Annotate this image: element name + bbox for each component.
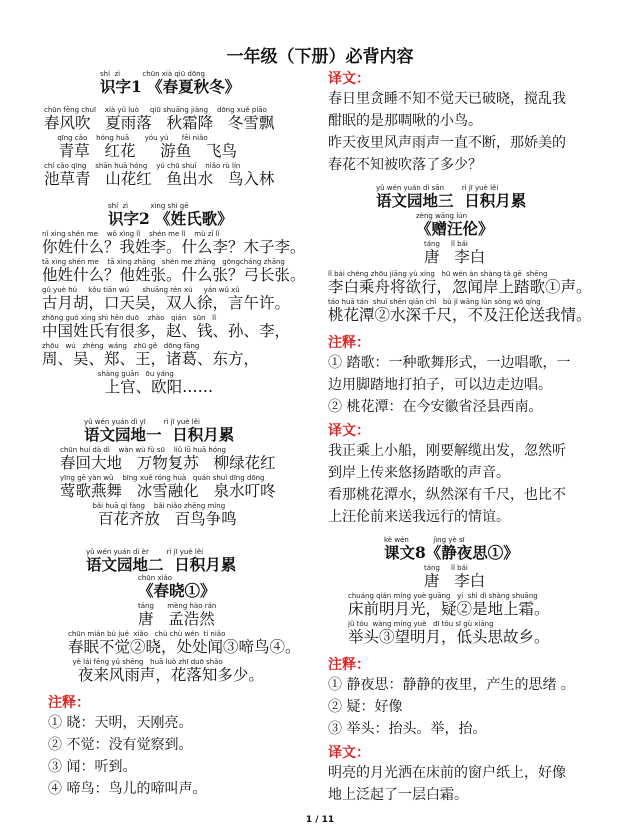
- translation-line: 明亮的月光洒在床前的窗户纸上，好像: [328, 765, 566, 781]
- translation-block: [328, 68, 566, 176]
- poem-line: [348, 620, 550, 646]
- section-title-block: [86, 548, 236, 574]
- line-text: 春眠不觉②晓，处处闻③啼鸟④。: [68, 638, 301, 656]
- note-item: ② 桃花潭：在今安徽省泾县西南。: [328, 399, 543, 415]
- translation-line: 昨天夜里风声雨声一直不断，那娇美的: [328, 135, 566, 151]
- notes-block: [48, 692, 206, 800]
- poem-line: [328, 298, 592, 324]
- poem-title: 《春晓①》: [138, 581, 216, 600]
- note-item: ① 踏歌：一种歌舞形式，一边唱歌，一: [328, 355, 571, 371]
- text-line: [60, 446, 276, 472]
- section-title: 识字1 《春夏秋冬》: [100, 77, 241, 96]
- text-line: [88, 502, 237, 528]
- line-pinyin: zhōng guó xìng shì hěn duō zhào qián sūn lǐ: [42, 314, 217, 322]
- poem-author-block: [138, 602, 216, 628]
- line-pinyin: chuáng qián míng yuè guāng yí shì dì shàng shuāng: [348, 592, 538, 600]
- line-pinyin: chūn mián bù jué xiǎo chù chù wén tí niǎo: [68, 630, 226, 638]
- section-title: 语文园地三 日积月累: [376, 191, 527, 210]
- section-title-pinyin: kè wén jìng yè sī: [384, 536, 465, 544]
- line-text: 举头③望明月，低头思故乡。: [348, 628, 550, 646]
- notes-label: 注释：: [48, 695, 90, 711]
- translation-block: [328, 420, 566, 528]
- line-text: 上官、欧阳……: [80, 378, 214, 396]
- line-pinyin: nǐ xìng shén me wǒ xìng lǐ shén me lǐ mù zǐ lǐ: [42, 230, 220, 238]
- text-line: [42, 314, 290, 340]
- line-pinyin: shàng guān ōu yáng: [80, 370, 174, 378]
- poem-author: 唐 李白: [424, 248, 486, 266]
- section-title-block: [108, 202, 233, 228]
- poem-line: [328, 270, 592, 296]
- note-item: ③ 举头：抬头。举，抬。: [328, 721, 487, 737]
- line-pinyin: zhōu wú zhèng wáng zhū gě dōng fāng: [42, 342, 200, 350]
- line-pinyin: jǔ tóu wàng míng yuè dī tóu sī gù xiāng: [348, 620, 494, 628]
- translation-line: 春日里贪睡不知不觉天已破晓，搅乱我: [328, 91, 566, 107]
- line-text: 莺歌燕舞 冰雪融化 泉水叮咚: [60, 482, 276, 500]
- note-item: ② 疑：好像: [328, 699, 403, 715]
- notes-label: 注释：: [328, 657, 370, 673]
- text-line: [42, 342, 259, 368]
- line-text: 中国姓氏有很多，赵、钱、孙、李，: [42, 322, 291, 340]
- line-text: 周、吴、郑、王，诸葛、东方，: [42, 350, 260, 368]
- poem-author-pinyin: táng lǐ bái: [424, 240, 468, 248]
- page-number: 1 / 11: [305, 815, 335, 825]
- line-pinyin: lǐ bái chéng zhōu jiāng yù xíng hū wén àn shàng tà gē shēng: [328, 270, 548, 278]
- line-text: 李白乘舟将欲行，忽闻岸上踏歌①声。: [328, 278, 592, 296]
- line-text: 床前明月光，疑②是地上霜。: [348, 600, 550, 618]
- line-pinyin: chūn fēng chuī xià yǔ luò qiū shuāng jiàng dōng xuě piāo: [44, 106, 267, 114]
- section-title-pinyin: yǔ wén yuán dì sān rì jī yuè lěi: [376, 184, 499, 192]
- translation-line: 地上泛起了一层白霜。: [328, 787, 468, 803]
- poem-line: [348, 592, 550, 618]
- section-title: 识字2 《姓氏歌》: [108, 209, 233, 228]
- translation-line: 看那桃花潭水，纵然深有千尺，也比不: [328, 487, 566, 503]
- poem-title-block: [416, 212, 494, 238]
- line-text: 桃花潭②水深千尺，不及汪伦送我情。: [328, 306, 592, 324]
- line-pinyin: táo huā tán shuǐ shēn qiān chǐ bù jí wāng lún sòng wǒ qíng: [328, 298, 541, 306]
- line-pinyin: chí cǎo qīng shān huā hóng yú chū shuǐ niǎo rù lín: [44, 162, 241, 170]
- text-line: [44, 106, 274, 132]
- poem-author-block: [424, 240, 485, 266]
- text-line: [42, 258, 306, 284]
- translation-line: 酣眠的是那啁啾的小鸟。: [328, 113, 482, 129]
- line-pinyin: yīng gē yàn wǔ bīng xuě róng huà quán shuǐ dīng dōng: [60, 474, 265, 482]
- poem-line: [68, 630, 301, 656]
- translation-line: 上汪伦前来送我远行的情谊。: [328, 509, 510, 525]
- line-text: 春风吹 夏雨落 秋霜降 冬雪飘: [44, 114, 275, 132]
- section-title-pinyin: shí zì xìng shì gē: [108, 202, 189, 210]
- line-text: 他姓什么？他姓张。什么张？弓长张。: [42, 266, 306, 284]
- translation-block: [328, 742, 566, 806]
- line-text: 夜来风雨声，花落知多少。: [68, 666, 264, 684]
- line-pinyin: yè lái fēng yǔ shēng huā luò zhī duō shǎo: [68, 658, 223, 666]
- note-item: ④ 啼鸟：鸟儿的啼叫声。: [48, 781, 207, 797]
- text-line: [80, 370, 213, 396]
- line-pinyin: tā xìng shén me tā xìng zhāng shén me zhāng gōngcháng zhāng: [42, 258, 285, 266]
- page-title: 一年级（下册）必背内容: [226, 47, 414, 67]
- line-text: 你姓什么？我姓李。什么李？木子李。: [42, 238, 306, 256]
- line-pinyin: bǎi huā qí fàng bǎi niǎo zhēng míng: [88, 502, 226, 510]
- translation-line: 春花不知被吹落了多少？: [328, 157, 482, 173]
- section-title-pinyin: yǔ wén yuán dì yī rì jī yuè lěi: [84, 418, 200, 426]
- line-text: 春回大地 万物复苏 柳绿花红: [60, 454, 276, 472]
- poem-author: 唐 孟浩然: [138, 610, 215, 628]
- notes-block: [328, 332, 570, 418]
- poem-author-block: [424, 564, 485, 590]
- translation-line: 我正乘上小船，刚要解缆出发，忽然听: [328, 443, 566, 459]
- translation-label: 译文：: [328, 423, 370, 439]
- poem-title: 《赠汪伦》: [416, 219, 494, 238]
- section-title: 语文园地一 日积月累: [84, 425, 235, 444]
- poem-title-pinyin: zèng wāng lún: [416, 212, 468, 220]
- section-title: 语文园地二 日积月累: [86, 555, 237, 574]
- translation-label: 译文：: [328, 745, 370, 761]
- line-pinyin: gǔ yuè hú kǒu tiān wú shuāng rén xú yán wǔ xǔ: [42, 286, 240, 294]
- poem-author-pinyin: táng lǐ bái: [424, 564, 468, 572]
- section-title: 课文8《静夜思①》: [384, 543, 519, 562]
- note-item: ③ 闻：听到。: [48, 759, 137, 775]
- section-title-block: [100, 70, 240, 96]
- poem-author-pinyin: táng mèng hào rán: [138, 602, 217, 610]
- translation-label: 译文：: [328, 71, 370, 87]
- poem-title-block: [138, 574, 216, 600]
- note-item: ① 晓：天明，天刚亮。: [48, 715, 193, 731]
- note-item: ① 静夜思：静静的夜里，产生的思绪 。: [328, 677, 575, 693]
- section-title-block: [384, 536, 519, 562]
- line-pinyin: qīng cǎo hóng huā yóu yú fēi niǎo: [44, 134, 208, 142]
- line-text: 古月胡，口天吴，双人徐，言午许。: [42, 294, 291, 312]
- poem-author: 唐 李白: [424, 572, 486, 590]
- text-line: [44, 134, 237, 160]
- text-line: [60, 474, 276, 500]
- line-text: 青草 红花 游鱼 飞鸟: [44, 142, 237, 160]
- poem-title-pinyin: chūn xiǎo: [138, 574, 173, 582]
- line-text: 池草青 山花红 鱼出水 鸟入林: [44, 170, 275, 188]
- section-title-block: [84, 418, 234, 444]
- line-pinyin: chūn huí dà dì wàn wù fù sū liǔ lǜ huā hóng: [60, 446, 226, 454]
- text-line: [42, 286, 290, 312]
- poem-line: [68, 658, 264, 684]
- notes-block: [328, 654, 575, 740]
- text-line: [42, 230, 306, 256]
- section-title-block: [376, 184, 526, 210]
- line-text: 百花齐放 百鸟争鸣: [88, 510, 237, 528]
- translation-line: 到岸上传来悠扬踏歌的声音。: [328, 465, 510, 481]
- notes-label: 注释：: [328, 335, 370, 351]
- section-title-pinyin: yǔ wén yuán dì èr rì jī yuè lěi: [86, 548, 204, 556]
- note-item: ② 不觉：没有觉察到。: [48, 737, 193, 753]
- text-line: [44, 162, 274, 188]
- note-item: 边用脚踏地打拍子，可以边走边唱。: [328, 377, 552, 393]
- section-title-pinyin: shí zì chūn xià qiū dōng: [100, 70, 205, 78]
